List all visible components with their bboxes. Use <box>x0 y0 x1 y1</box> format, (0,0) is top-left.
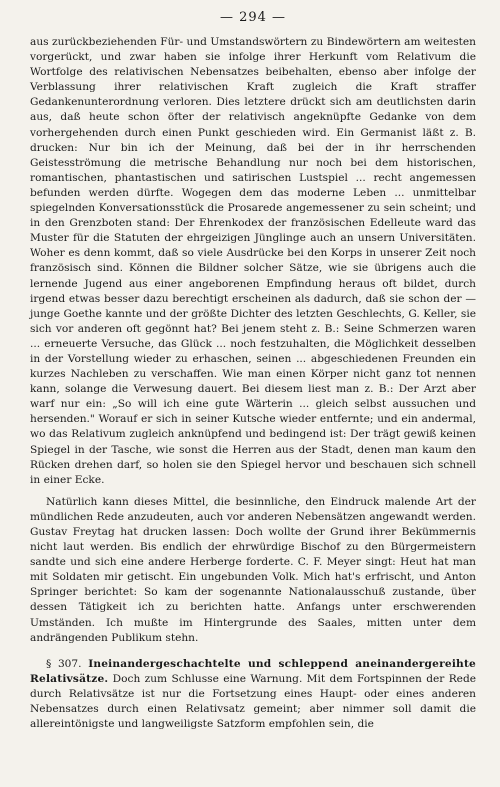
section-text: Doch zum Schlusse eine Warnung. Mit dem Fortspinnen der Rede durch Relativsätze ist nur die Fortsetzung eines Haupt- oder eines anderen Nebensatzes durch einen Relativsatz gemeint; aber nimmer soll damit die allereintönigste und langweiligste Satzform empfohlen sein, die <box>30 672 476 731</box>
section-title: Ineinandergeschachtelte und schleppend aneinandergereihte Relativsätze. <box>30 657 476 685</box>
paragraph-1: aus zurückbeziehenden Für- und Umstandswörtern zu Bindewörtern am weitesten vorgerückt, und zwar haben sie infolge ihrer Herkunft vom Relativum die Wortfolge des relativischen Nebensatzes beibehalten, ebenso aber infolge der Verblassung ihrer relativischen Kraft zugleich die Kraft straffer Gedankenunterordnung verloren. Dies letztere drückt sich am deutlichsten darin aus, daß heute schon öfter der relativisch angeknüpfte Gedanke von dem vorhergehenden durch einen Punkt geschieden wird. Ein Germanist läßt z. B. drucken: Nur bin ich der Meinung, daß bei der in ihr herrschenden Geistesströmung die metrische Behandlung nur noch bei dem historischen, romantischen, phantastischen und satirischen Lustspiel ... recht angemessen befunden werden dürfte. Wogegen dem das moderne Leben ... unmittelbar spiegelnden Konversationsstück die Prosarede angemessener zu sein scheint; und in den Grenzboten stand: Der Ehrenkodex der französischen Edelleute ward das Muster für die Statuten der ehrgeizigen Jünglinge auch an unsern Universitäten. Woher es denn kommt, daß so viele Ausdrücke bei den Korps in unserer Zeit noch französisch sind. Können die Bildner solcher Sätze, wie sie übrigens auch die lernende Jugend aus einer angeborenen Empfindung heraus oft bildet, durch irgend etwas besser dazu berechtigt erscheinen als dadurch, daß sie schon der — junge Goethe kannte und der größte Dichter des letzten Geschlechts, G. Keller, sie sich vor anderen oft gegönnt hat? Bei jenem steht z. B.: Seine Schmerzen waren ... erneuerte Versuche, das Glück ... noch festzuhalten, die Möglichkeit desselben in der Vorstellung wieder zu erhaschen, seinen ... abgeschiedenen Freunden ein kurzes Nachleben zu verschaffen. Wie man einen Körper nicht ganz tot nennen kann, solange die Verwesung dauert. Bei diesem liest man z. B.: Der Arzt aber warf nur ein: „So will ich eine gute Wärterin ... gleich selbst aussuchen und hersenden." Worauf er sich in seiner Kutsche wieder entfernte; und ein andermal, wo das Relativum zugleich anknüpfend und bedingend ist: Der trägt gewiß keinen Spiegel in der Tasche, wie sonst die Herren aus der Stadt, denen man kaum den Rücken drehen darf, so holen sie den Spiegel hervor und beschauen sich schnell in einer Ecke. <box>30 36 476 486</box>
page-body <box>30 35 476 732</box>
section-307 <box>30 657 476 732</box>
page-number: — 294 — <box>219 10 287 25</box>
paragraph-2: Natürlich kann dieses Mittel, die besinnliche, den Eindruck malende Art der mündlichen Rede anzudeuten, auch vor anderen Nebensätzen angewandt werden. Gustav Freytag hat drucken lassen: Doch wollte der Grund ihrer Bekümmernis nicht laut werden. Bis endlich der ehrwürdige Bischof zu den Bürgermeistern sandte und sich eine andere Herberge forderte. C. F. Meyer singt: Heut hat man mit Soldaten mir getischt. Ein ungebunden Volk. Mich hat's erfrischt, und Anton Springer berichtet: So kam der sogenannte Nationalausschuß zustande, über dessen Tätigkeit ich zu berichten hatte. Anfangs unter erschwerenden Umständen. Ich mußte im Hintergrunde des Saales, mitten unter dem andrängenden Publikum stehn. <box>30 495 476 644</box>
section-number: § 307. <box>46 657 82 670</box>
